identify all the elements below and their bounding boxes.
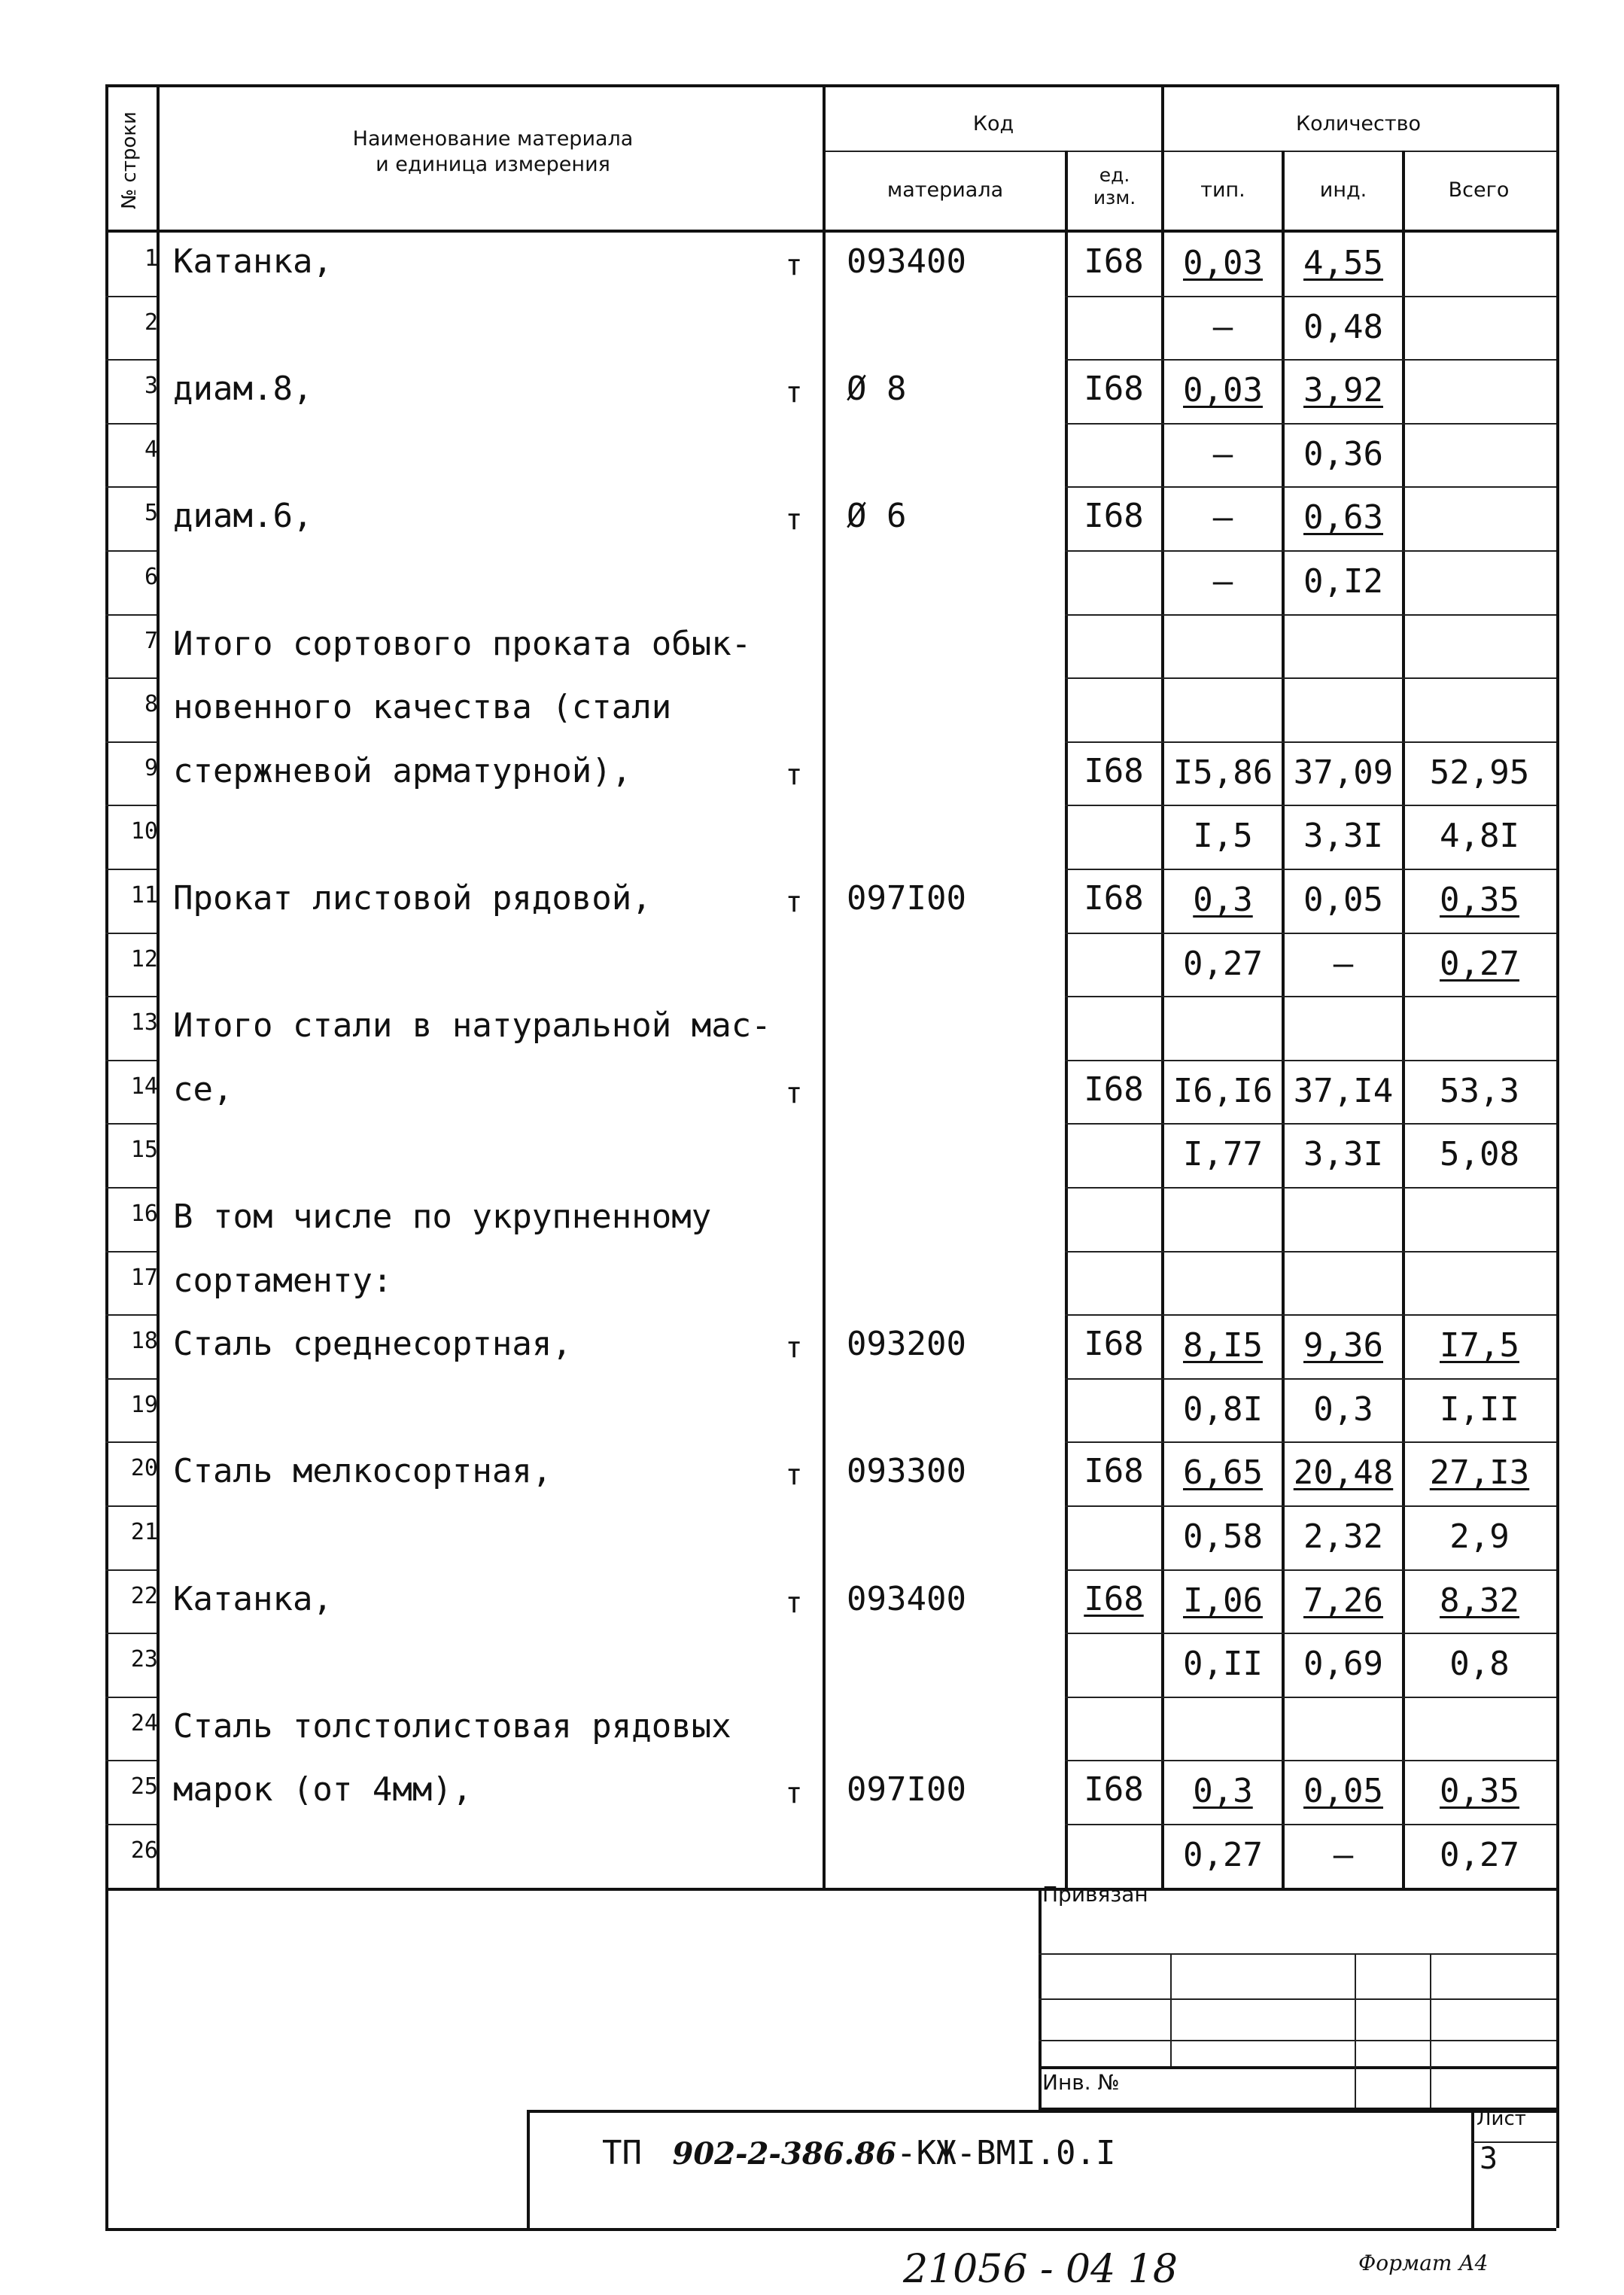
row-number: 16 — [130, 1201, 158, 1227]
quantity-ind: 0,05 — [1303, 881, 1383, 919]
row-number: 3 — [144, 373, 158, 399]
table-row — [0, 423, 1624, 487]
quantity-total: I,II — [1440, 1390, 1519, 1429]
sheet-label: Лист — [1477, 2108, 1526, 2130]
quantity-typ: I,5 — [1193, 817, 1253, 855]
typ-header: тип. — [1200, 178, 1245, 202]
quantity-ind: 4,55 — [1303, 244, 1383, 282]
row-number: 8 — [144, 691, 158, 717]
grid-line — [105, 84, 1556, 87]
grid-line — [1430, 1953, 1431, 2108]
grid-line — [1039, 1953, 1556, 1955]
material-name: Итого стали в натуральной мас- — [173, 1006, 771, 1045]
quantity-total: 52,95 — [1429, 753, 1530, 792]
grid-line — [1355, 1953, 1356, 2108]
inventory-number-label: Инв. № — [1042, 2070, 1120, 2095]
material-code: 097I00 — [847, 879, 966, 918]
quantity-typ: 0,27 — [1183, 1836, 1263, 1874]
material-name: Сталь толстолистовая рядовых — [173, 1707, 731, 1746]
table-row — [0, 486, 1624, 550]
quantity-typ: – — [1212, 435, 1233, 473]
table-row — [0, 1314, 1624, 1378]
quantity-ind: 2,32 — [1303, 1517, 1383, 1556]
row-number: 15 — [130, 1137, 158, 1163]
quantity-ind: 0,05 — [1303, 1772, 1383, 1810]
material-code: 093300 — [847, 1452, 966, 1490]
quantity-total: 0,27 — [1440, 945, 1519, 983]
quantity-ind: 3,3I — [1303, 1135, 1383, 1173]
grid-line — [527, 2110, 1556, 2113]
row-number: 20 — [130, 1455, 158, 1481]
row-number: 19 — [130, 1392, 158, 1418]
grid-line — [823, 151, 1556, 152]
row-number: 6 — [144, 564, 158, 590]
material-code: 093400 — [847, 242, 966, 281]
unit-of-measure: т — [785, 885, 803, 918]
privyazan-label: Привязан — [1042, 1882, 1148, 1907]
quantity-ind: 0,I2 — [1303, 562, 1383, 601]
grid-line — [1039, 1998, 1556, 2000]
unit-of-measure: т — [785, 1586, 803, 1619]
table-row — [0, 1378, 1624, 1442]
quantity-typ: I,06 — [1183, 1581, 1263, 1620]
quantity-typ: I,77 — [1183, 1135, 1263, 1173]
quantity-ind: 0,63 — [1303, 498, 1383, 537]
table-row — [0, 1251, 1624, 1315]
row-number: 1 — [144, 245, 158, 272]
material-name: сортаменту: — [173, 1262, 393, 1300]
unit-code: I68 — [1084, 1580, 1144, 1618]
ind-header: инд. — [1319, 178, 1367, 202]
row-number: 11 — [130, 882, 158, 909]
unit-code: I68 — [1084, 1070, 1144, 1109]
quantity-ind: 9,36 — [1303, 1326, 1383, 1365]
quantity-total: 0,35 — [1440, 1772, 1519, 1810]
quantity-total: 8,32 — [1440, 1581, 1519, 1620]
quantity-ind: 0,3 — [1313, 1390, 1373, 1429]
unit-of-measure: т — [785, 248, 803, 282]
grid-line — [105, 1888, 1556, 1891]
row-number: 17 — [130, 1265, 158, 1291]
grid-line — [1471, 2110, 1474, 2228]
row-number: 23 — [130, 1646, 158, 1673]
quantity-total: 53,3 — [1440, 1072, 1519, 1110]
unit-of-measure: т — [785, 1458, 803, 1491]
quantity-ind: 7,26 — [1303, 1581, 1383, 1620]
quantity-typ: 0,8I — [1183, 1390, 1263, 1429]
unit-code-header: ед. изм. — [1093, 164, 1136, 208]
row-number: 26 — [130, 1837, 158, 1864]
material-code-header: материала — [887, 178, 1004, 202]
quantity-ind: 0,48 — [1303, 308, 1383, 346]
row-number-header: № строки — [118, 111, 141, 209]
unit-code: I68 — [1084, 1325, 1144, 1363]
quantity-typ: 6,65 — [1183, 1453, 1263, 1492]
quantity-typ: I6,I6 — [1172, 1072, 1273, 1110]
table-row — [0, 614, 1624, 678]
material-code: Ø 8 — [847, 370, 907, 408]
quantity-total: 0,27 — [1440, 1836, 1519, 1874]
material-name: Катанка, — [173, 1580, 333, 1618]
row-number: 5 — [144, 500, 158, 526]
quantity-total: 27,I3 — [1429, 1453, 1530, 1492]
quantity-typ: 8,I5 — [1183, 1326, 1263, 1365]
quantity-ind: 0,69 — [1303, 1645, 1383, 1683]
table-row — [0, 1633, 1624, 1697]
row-number: 24 — [130, 1710, 158, 1736]
quantity-typ: 0,58 — [1183, 1517, 1263, 1556]
row-number: 7 — [144, 628, 158, 654]
table-row — [0, 1697, 1624, 1761]
grid-line — [1039, 2066, 1556, 2069]
material-name: Сталь среднесортная, — [173, 1325, 572, 1363]
row-number: 4 — [144, 437, 158, 463]
unit-code: I68 — [1084, 752, 1144, 790]
material-name: марок (от 4мм), — [173, 1770, 473, 1809]
grid-line — [1170, 1953, 1172, 2066]
quantity-ind: 0,36 — [1303, 435, 1383, 473]
quantity-typ: – — [1212, 562, 1233, 601]
quantity-typ: 0,03 — [1183, 371, 1263, 409]
material-code: 093400 — [847, 1580, 966, 1618]
code-header: Код — [972, 112, 1014, 135]
unit-code: I68 — [1084, 879, 1144, 918]
table-row — [0, 1187, 1624, 1251]
table-row — [0, 996, 1624, 1060]
unit-of-measure: т — [785, 503, 803, 536]
table-row — [0, 869, 1624, 933]
doc-prefix: ТП — [602, 2134, 642, 2172]
table-row — [0, 741, 1624, 805]
material-name: се, — [173, 1070, 233, 1109]
row-number: 21 — [130, 1519, 158, 1545]
quantity-header: Количество — [1295, 112, 1422, 135]
row-number: 25 — [130, 1773, 158, 1800]
row-number: 2 — [144, 309, 158, 336]
quantity-total: 2,9 — [1449, 1517, 1510, 1556]
quantity-ind: 20,48 — [1293, 1453, 1394, 1492]
row-number: 12 — [130, 946, 158, 972]
document-designation — [602, 2134, 1116, 2172]
format-label: Формат А4 — [1358, 2251, 1489, 2275]
grid-line — [105, 2228, 1556, 2231]
quantity-ind: 37,I4 — [1293, 1072, 1394, 1110]
material-name: новенного качества (стали — [173, 688, 672, 726]
name-header: Наименование материала и единица измерения — [352, 127, 634, 176]
archive-number: 21056 - 04 18 — [903, 2247, 1178, 2292]
table-row — [0, 933, 1624, 997]
unit-code: I68 — [1084, 242, 1144, 281]
quantity-typ: 0,27 — [1183, 945, 1263, 983]
row-number: 18 — [130, 1328, 158, 1354]
unit-code: I68 — [1084, 370, 1144, 408]
quantity-typ: – — [1212, 308, 1233, 346]
grid-line — [527, 2110, 530, 2228]
material-code: Ø 6 — [847, 497, 907, 535]
unit-of-measure: т — [785, 376, 803, 409]
quantity-typ: 0,03 — [1183, 244, 1263, 282]
row-number: 10 — [130, 818, 158, 845]
table-row — [0, 359, 1624, 423]
row-number: 9 — [144, 755, 158, 781]
quantity-total: 0,35 — [1440, 881, 1519, 919]
table-row — [0, 1760, 1624, 1824]
unit-code: I68 — [1084, 497, 1144, 535]
quantity-ind: – — [1333, 1836, 1354, 1874]
unit-code: I68 — [1084, 1452, 1144, 1490]
table-row — [0, 550, 1624, 614]
quantity-ind: 3,92 — [1303, 371, 1383, 409]
sheet-number: 3 — [1480, 2141, 1498, 2176]
material-name: диам.6, — [173, 497, 313, 535]
material-name: диам.8, — [173, 370, 313, 408]
material-name: стержневой арматурной), — [173, 752, 632, 790]
quantity-total: I7,5 — [1440, 1326, 1519, 1365]
material-name: Катанка, — [173, 242, 333, 281]
table-row — [0, 1441, 1624, 1505]
unit-of-measure: т — [785, 1076, 803, 1109]
quantity-ind: – — [1333, 945, 1354, 983]
material-name: Прокат листовой рядовой, — [173, 879, 652, 918]
row-number: 22 — [130, 1583, 158, 1609]
doc-suffix: -КЖ-ВМI.0.I — [896, 2134, 1116, 2172]
table-row — [0, 296, 1624, 360]
quantity-total: 5,08 — [1440, 1135, 1519, 1173]
quantity-typ: 0,II — [1183, 1645, 1263, 1683]
total-header: Всего — [1448, 178, 1510, 202]
table-row — [0, 677, 1624, 741]
quantity-typ: 0,3 — [1193, 1772, 1253, 1810]
doc-handwritten-number: 902-2-386.86 — [672, 2136, 897, 2172]
table-row — [0, 1505, 1624, 1569]
row-number: 14 — [130, 1073, 158, 1100]
row-number: 13 — [130, 1009, 158, 1036]
material-code: 097I00 — [847, 1770, 966, 1809]
table-row — [0, 1824, 1624, 1888]
unit-code: I68 — [1084, 1770, 1144, 1809]
grid-line — [1039, 1888, 1042, 2108]
material-name: Сталь мелкосортная, — [173, 1452, 552, 1490]
quantity-typ: 0,3 — [1193, 881, 1253, 919]
table-row — [0, 232, 1624, 296]
grid-line — [1039, 2040, 1556, 2041]
material-code: 093200 — [847, 1325, 966, 1363]
table-row — [0, 1569, 1624, 1633]
table-row — [0, 805, 1624, 869]
unit-of-measure: т — [785, 758, 803, 791]
material-name: В том числе по укрупненному — [173, 1198, 712, 1236]
table-row — [0, 1060, 1624, 1124]
quantity-typ: I5,86 — [1172, 753, 1273, 792]
material-name: Итого сортового проката обык- — [173, 625, 752, 663]
quantity-typ: – — [1212, 498, 1233, 537]
unit-of-measure: т — [785, 1331, 803, 1364]
unit-of-measure: т — [785, 1776, 803, 1810]
quantity-ind: 37,09 — [1293, 753, 1394, 792]
quantity-ind: 3,3I — [1303, 817, 1383, 855]
quantity-total: 0,8 — [1449, 1645, 1510, 1683]
quantity-total: 4,8I — [1440, 817, 1519, 855]
table-row — [0, 1123, 1624, 1187]
